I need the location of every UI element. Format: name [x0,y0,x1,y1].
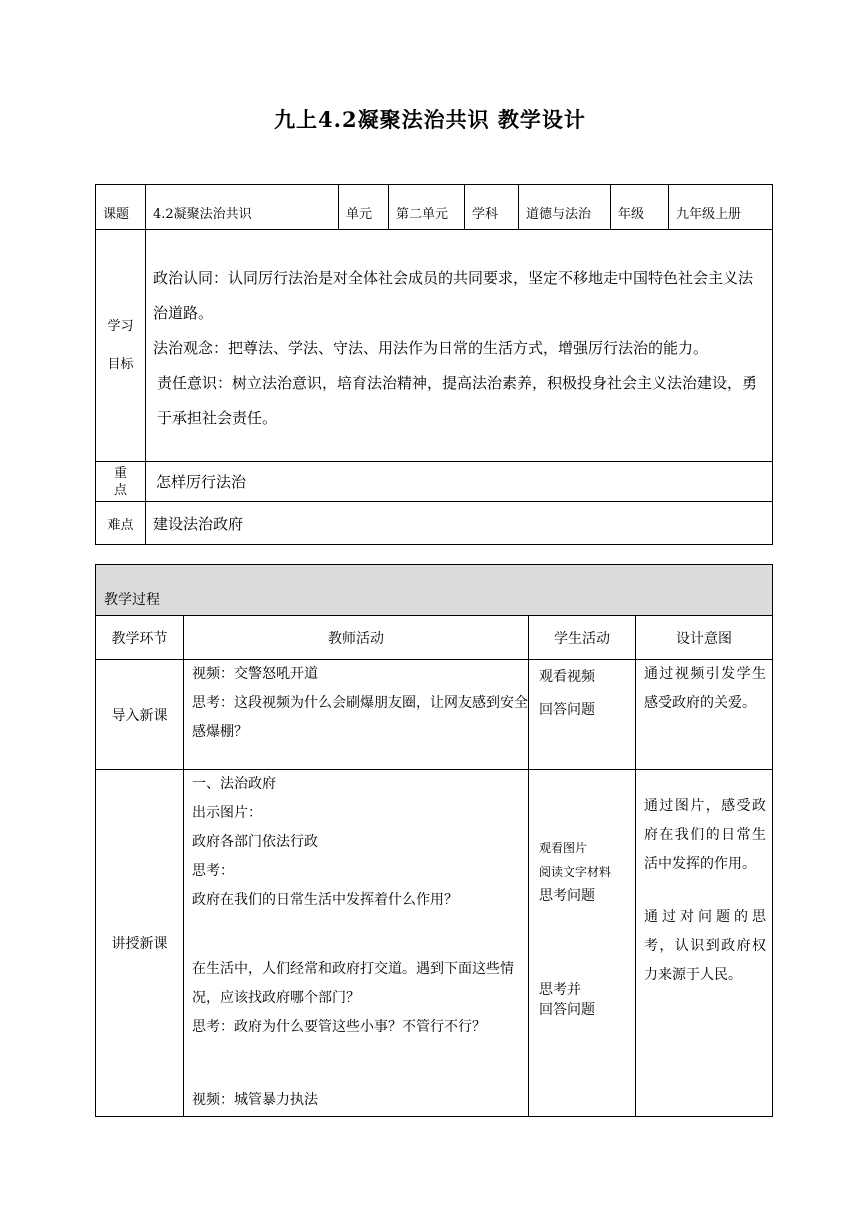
difficult-point-value: 建设法治政府 [146,502,773,545]
lecture-student-line: 思考并 [539,982,581,998]
intro-design-intent: 通过视频引发学生感受政府的关爱。 [636,660,773,770]
col-header-stage: 教学环节 [96,616,184,660]
col-header-design: 设计意图 [636,616,773,660]
key-point-value: 怎样厉行法治 [146,462,773,502]
lecture-student-line: 回答问题 [539,1002,595,1018]
unit-value: 第二单元 [389,185,465,230]
intro-teacher-activity [184,660,529,770]
lecture-student-line: 观看图片 [539,841,588,855]
intro-stage: 导入新课 [96,660,184,770]
goal-responsibility: 责任意识：树立法治意识，培育法治精神，提高法治素养，积极投身社会主义法治建设，勇于承担社会责任。 [157,374,758,427]
difficult-point-label: 难点 [96,502,146,545]
key-point-label [96,462,146,502]
col-header-student: 学生活动 [529,616,636,660]
lecture-teacher-line: 政府在我们的日常生活中发挥着什么作用？ [192,892,458,908]
unit-label: 单元 [339,185,389,230]
intro-student-line: 观看视频 [539,669,595,685]
topic-value: 4.2凝聚法治共识 [146,185,339,230]
topic-label: 课题 [96,185,146,230]
subject-value: 道德与法治 [519,185,611,230]
key-label-line-1: 重 [113,465,127,481]
lecture-stage: 讲授新课 [96,770,184,1117]
goal-legal: 法治观念：把尊法、学法、守法、用法作为日常的生活方式，增强厉行法治的能力。 [153,339,709,357]
grade-label: 年级 [611,185,669,230]
lecture-teacher-activity [184,770,529,1117]
lecture-teacher-line: 政府各部门依法行政 [192,834,318,850]
lecture-student-line: 阅读文字材料 [539,865,612,879]
goals-label [96,230,146,462]
course-info-table [95,184,773,545]
intro-student-activity [529,660,636,770]
key-label-line-2: 点 [113,482,127,498]
lecture-teacher-line: 在生活中，人们经常和政府打交道。遇到下面这些情况，应该找政府哪个部门？ [192,961,514,1006]
lecture-design-1: 通过图片，感受政府在我们的日常生活中发挥的作用。 [644,798,766,872]
goal-political: 政治认同：认同厉行法治是对全体社会成员的共同要求，坚定不移地走中国特色社会主义法治道路。 [153,269,754,322]
lecture-student-line: 思考问题 [539,888,595,904]
process-heading: 教学过程 [96,565,773,616]
intro-student-line: 回答问题 [539,702,595,718]
lecture-design-2: 通过对问题的思考，认识到政府权力来源于人民。 [644,909,766,983]
lecture-student-activity [529,770,636,1117]
lecture-design-intent [636,770,773,1117]
lecture-teacher-line: 思考：政府为什么要管这些小事？不管行不行？ [192,1019,486,1035]
goals-content [146,230,773,462]
intro-teacher-line: 视频：交警怒吼开道 [192,666,318,682]
lecture-teacher-line: 视频：城管暴力执法 [192,1092,318,1108]
lecture-teacher-line: 出示图片： [192,805,262,821]
grade-value: 九年级上册 [669,185,773,230]
intro-teacher-line: 思考：这段视频为什么会刷爆朋友圈，让网友感到安全感爆棚？ [192,695,528,740]
goals-label-line-1: 学习 [107,318,134,334]
goals-label-line-2: 目标 [107,356,134,372]
page-title: 九上4.2凝聚法治共识 教学设计 [274,107,586,132]
col-header-teacher: 教师活动 [184,616,529,660]
subject-label: 学科 [465,185,519,230]
lecture-teacher-line: 思考： [192,863,234,879]
lecture-teacher-line: 一、法治政府 [192,776,276,792]
teaching-process-table [95,564,773,1117]
